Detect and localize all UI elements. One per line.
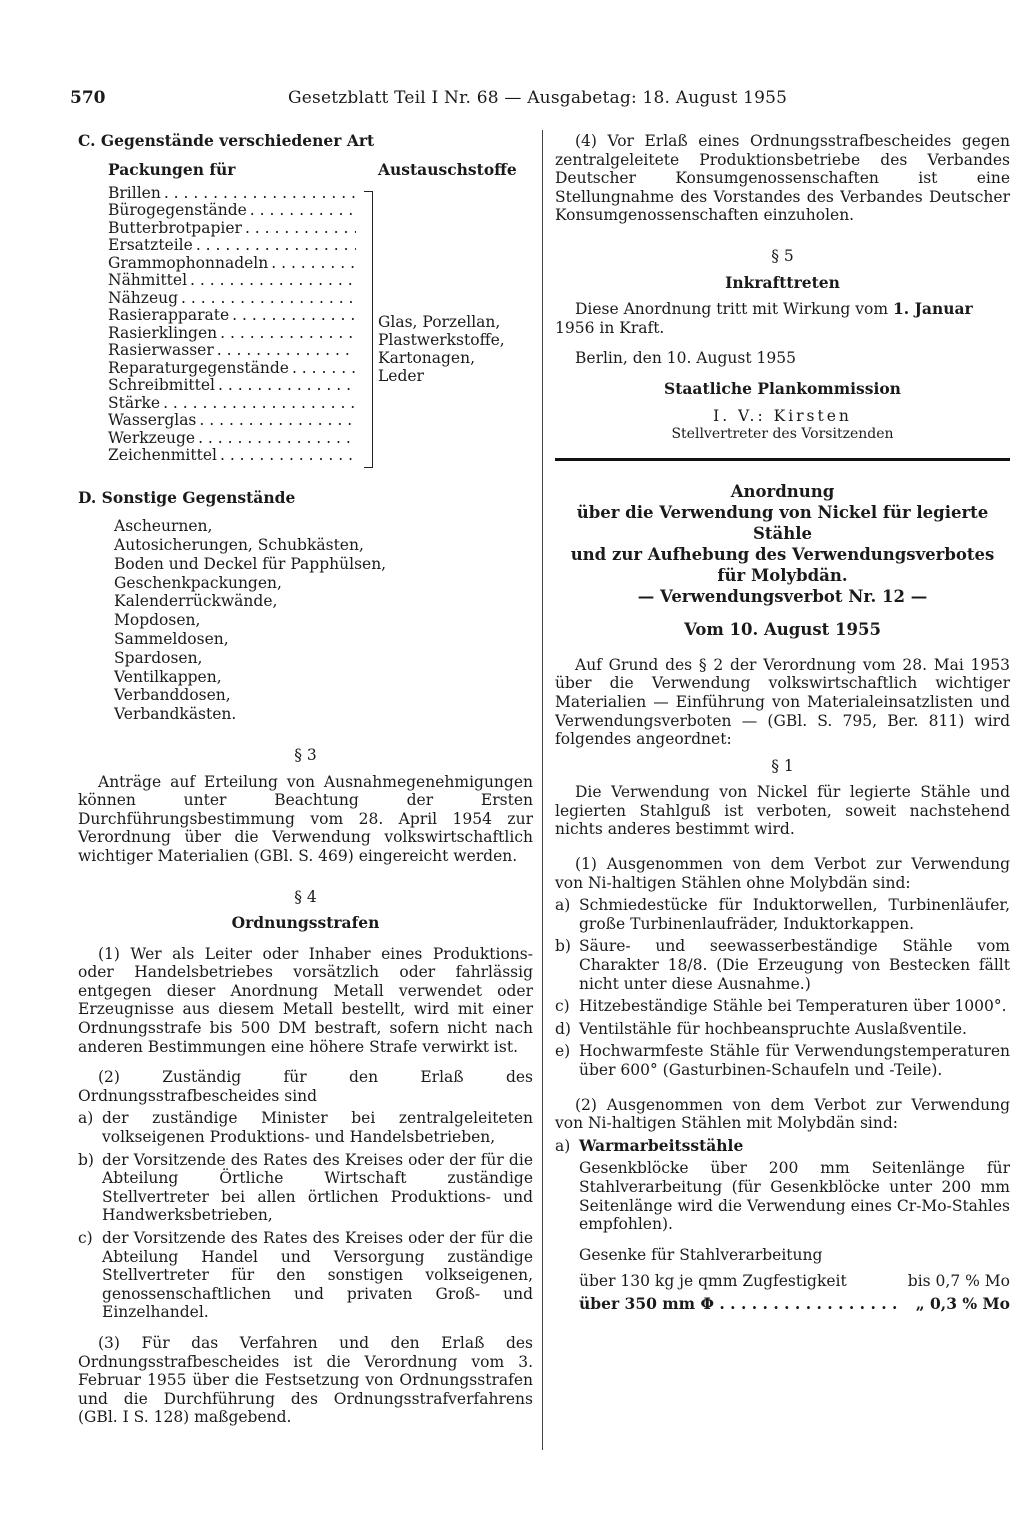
- packaging-list-block: [108, 161, 533, 485]
- paragraph-1-2: (2) Ausgenommen von dem Verbot zur Verwendung von Ni-haltigen Stählen mit Molybdän sind:: [555, 1095, 1010, 1133]
- enum-item: a) Warmarbeitsstähle: [555, 1135, 744, 1155]
- paragraph-1-heading: § 1: [771, 756, 794, 775]
- paragraph-5-text: Diese Anordnung tritt mit Wirkung vom 1. Januar 1956 in Kraft.: [555, 299, 973, 337]
- ordinance-title: [555, 481, 1010, 640]
- left-column: [78, 132, 533, 1427]
- substitute-line: Glas, Porzellan,: [378, 312, 501, 331]
- list-item: Butterbrotpapier . . .: [108, 220, 356, 238]
- title-line: für Molybdän.: [717, 565, 848, 585]
- list-item: Spardosen,: [114, 648, 203, 667]
- column-divider: [542, 130, 543, 1450]
- packaging-heading: Packungen für: [108, 159, 236, 179]
- enum-item: e) Hochwarmfeste Stähle für Verwendungstemperaturen über 600° (Gasturbinen-Schaufeln und -Teile).: [555, 1042, 1010, 1079]
- enum-item: d) Ventilstähle für hochbeanspruchte Auslaßventile.: [555, 1019, 967, 1038]
- paragraph-4-title: Ordnungsstrafen: [231, 913, 380, 933]
- list-item: Autosicherungen, Schubkästen,: [114, 535, 364, 554]
- paragraph-4-3: (3) Für das Verfahren und den Erlaß des Ordnungsstrafbescheides ist die Verordnung vom 3. Februar 1955 über die Festsetzung von Ordnungsstrafen und die Durchführung des Ordnungsstrafverfahrens (GBl. I S. 128) maßgebend.: [78, 1333, 533, 1427]
- enum-item: c) Hitzebeständige Stähle bei Temperaturen über 1000°.: [555, 997, 1007, 1016]
- paragraph-4-1: (1) Wer als Leiter oder Inhaber eines Produktions- oder Handelsbetriebes vorsätzlich oder fahrlässig entgegen dieser Anordnung Metall verwendet oder Erzeugnisse aus diesem Metall bestellt, wird mit einer Ordnungsstrafe bis 500 DM bestraft, sofern nicht nach anderen Bestimmungen eine höhere Strafe verwirkt ist.: [78, 944, 533, 1056]
- list-item: Zeichenmittel . . .: [108, 447, 356, 465]
- list-item: Schreibmittel . . .: [108, 377, 356, 395]
- title-line: Anordnung: [730, 481, 835, 501]
- place-date: Berlin, den 10. August 1955: [575, 349, 796, 368]
- page-number: 570: [70, 88, 106, 108]
- substitute-line: Plastwerkstoffe,: [378, 330, 505, 349]
- substitute-line: Leder: [378, 366, 424, 385]
- list-item: Wasserglas . . .: [108, 412, 356, 430]
- list-item: Ersatzteile . . .: [108, 237, 356, 255]
- gesenke-heading: Gesenke für Stahlverarbeitung: [579, 1245, 823, 1264]
- section-c-heading: C. Gegenstände verschiedener Art: [78, 131, 375, 150]
- packaging-items: [108, 185, 356, 465]
- section-d-list: [114, 517, 533, 724]
- list-item: Ventilkappen,: [114, 667, 222, 686]
- substitutes-list: [378, 313, 528, 385]
- list-item: Rasierapparate . . .: [108, 307, 356, 325]
- title-line: und zur Aufhebung des Verwendungsverbotes: [570, 544, 995, 564]
- list-item: Verbanddosen,: [114, 686, 231, 705]
- warmarbeit-text: Gesenkblöcke über 200 mm Seitenlänge für Stahlverarbeitung (für Gesenkblöcke unter 200 mm Seitenlänge wird die Verwendung eines Cr-Mo-Stahles empfohlen).: [579, 1159, 1010, 1234]
- title-line: über die Verwendung von Nickel für legierte Stähle: [576, 502, 989, 543]
- paragraph-4-4: (4) Vor Erlaß eines Ordnungsstrafbescheides gegen zentralgeleitete Produktionsbetriebe des Verbandes Deutscher Konsumgenossenschaften ist eine Stellungnahme des Vorstandes des Verbandes Deutscher Konsumgenossenschaften einzuholen.: [555, 132, 1010, 225]
- title-line: — Verwendungsverbot Nr. 12 —: [637, 586, 928, 606]
- enum-item: c) der Vorsitzende des Rates des Kreises oder der für die Abteilung Handel und Versorgung zuständige Stellvertreter für den sonstigen volkseigenen, genossenschaftlichen und privaten Groß- und Einzelhandel.: [78, 1229, 533, 1322]
- list-item: Grammophonnadeln . . .: [108, 255, 356, 273]
- paragraph-3-text: Anträge auf Erteilung von Ausnahmegenehmigungen können unter Beachtung der Ersten Durchführungsbestimmung vom 28. April 1954 zur Verordnung über die Verwendung volkswirtschaftlich wichtiger Materialien (GBl. S. 469) eingereicht werden.: [78, 772, 533, 865]
- paragraph-5-title: Inkrafttreten: [725, 272, 840, 292]
- list-item: Kalenderrückwände,: [114, 592, 278, 611]
- list-item: Bürogegenstände . . .: [108, 202, 356, 220]
- list-item: Boden und Deckel für Papphülsen,: [114, 554, 387, 573]
- list-item: Verbandkästen.: [114, 705, 237, 724]
- paragraph-5-heading: § 5: [771, 246, 794, 265]
- list-item: Ascheurnen,: [114, 517, 213, 536]
- running-title: Gesetzblatt Teil I Nr. 68 — Ausgabetag: 18. August 1955: [288, 88, 788, 108]
- list-item: Reparaturgegenstände . . .: [108, 360, 356, 378]
- ordinance-date: Vom 10. August 1955: [684, 619, 881, 639]
- page-header: [70, 88, 984, 114]
- signatory: I. V.: Kirsten: [713, 406, 852, 425]
- paragraph-4-heading: § 4: [294, 887, 317, 906]
- enum-item: a) der zuständige Minister bei zentralgeleiteten volkseigenen Produktions- und Handelsbetrieben,: [78, 1109, 533, 1147]
- grouping-brace: [364, 191, 373, 468]
- list-item: Geschenkpackungen,: [114, 573, 282, 592]
- list-item: Brillen . . .: [108, 185, 356, 203]
- list-item: Stärke . . .: [108, 395, 356, 413]
- enum-item: b) Säure- und seewasserbeständige Stähle vom Charakter 18/8. (Die Erzeugung von Bestecken fällt nicht unter diese Ausnahme.): [555, 937, 1010, 993]
- enum-item: a) Schmiedestücke für Induktorwellen, Turbinenläufer, große Turbinenlaufräder, Induktorkappen.: [555, 896, 1010, 933]
- substitute-line: Kartonagen,: [378, 348, 476, 367]
- list-item: Mopdosen,: [114, 611, 201, 630]
- section-d-heading: D. Sonstige Gegenstände: [78, 487, 296, 507]
- spec-row: über 350 mm Φ . . . . . . . . . . . . . . . . . „ 0,3 % Mo: [579, 1293, 1010, 1313]
- paragraph-1-text: Die Verwendung von Nickel für legierte Stähle und legierten Stahlguß ist verboten, soweit nachstehend nichts anderes bestimmt wird.: [555, 783, 1010, 839]
- section-rule: [555, 458, 1010, 461]
- list-item: Rasierklingen . . .: [108, 325, 356, 343]
- list-item: Nähzeug . . .: [108, 290, 356, 308]
- paragraph-3-heading: § 3: [294, 745, 317, 764]
- list-item: Werkzeuge . . .: [108, 430, 356, 448]
- paragraph-4-2: (2) Zuständig für den Erlaß des Ordnungsstrafbescheides sind: [78, 1068, 533, 1105]
- list-item: Rasierwasser . . .: [108, 342, 356, 360]
- list-item: Nähmittel . . .: [108, 272, 356, 290]
- spec-row: über 130 kg je qmm Zugfestigkeit bis 0,7 % Mo: [579, 1272, 1010, 1291]
- substitutes-heading: Austauschstoffe: [378, 159, 517, 179]
- signatory-role: Stellvertreter des Vorsitzenden: [671, 426, 894, 443]
- authority: Staatliche Plankommission: [664, 378, 901, 398]
- right-column: [555, 132, 1010, 1314]
- enum-item: b) der Vorsitzende des Rates des Kreises oder der für die Abteilung Örtliche Wirtschaft zuständige Stellvertreter bei allen örtlichen Produktions- und Handwerksbetrieben,: [78, 1150, 533, 1225]
- list-item: Sammeldosen,: [114, 629, 229, 648]
- paragraph-1-1: (1) Ausgenommen von dem Verbot zur Verwendung von Ni-haltigen Stählen ohne Molybdän sind:: [555, 855, 1010, 892]
- intro-text: Auf Grund des § 2 der Verordnung vom 28. Mai 1953 über die Verwendung volkswirtschaftlich wichtiger Materialien — Einführung von Materialeinsatzlisten und Verwendungsverboten — (GBl. S. 795, Ber. 811) wird folgendes angeordnet:: [555, 655, 1010, 749]
